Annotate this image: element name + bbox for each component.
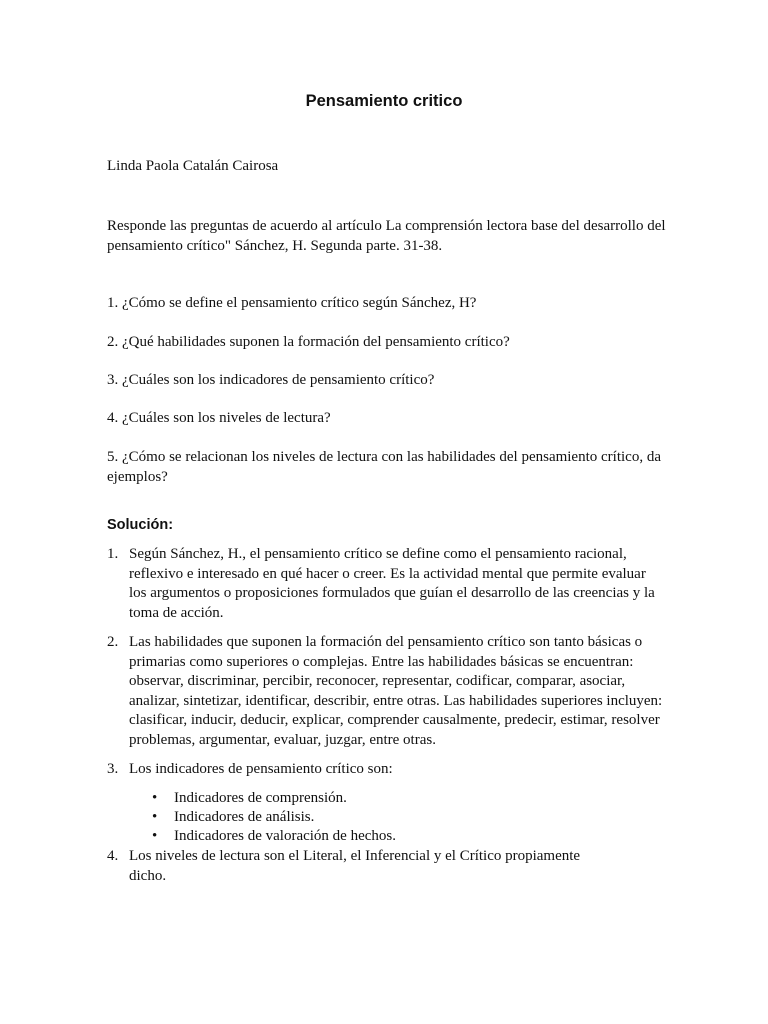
author-name: Linda Paola Catalán Cairosa <box>107 158 279 174</box>
answer-number: 3. <box>107 761 119 777</box>
bullet-icon: • <box>152 809 158 825</box>
document-title: Pensamiento critico <box>305 92 463 110</box>
question-item: 3. ¿Cuáles son los indicadores de pensamiento crítico? <box>107 372 435 388</box>
answer-item <box>107 760 667 780</box>
answer-number: 1. <box>107 546 119 562</box>
answer-text: Según Sánchez, H., el pensamiento crítico se define como el pensamiento racional, reflexivo e interesado en qué hacer o creer. Es la actividad mental que permite evaluar los argumentos o proposiciones formulados que guían el desarrollo de las creencias y la toma de acción. <box>129 546 655 621</box>
answer-text: Las habilidades que suponen la formación del pensamiento crítico son tanto básicas o primarias como superiores o complejas. Entre las habilidades básicas se encuentran: observar, discriminar, percibir, reconocer, representar, codificar, comparar, asociar, analizar, sintetizar, identificar, describir, entre otras. Las habilidades superiores incluyen: clasificar, inducir, deducir, explicar, comprender causalmente, predecir, estimar, resolver problemas, argumentar, evaluar, juzgar, entre otras. <box>129 634 663 748</box>
indicators-list <box>150 789 396 846</box>
answer-number: 4. <box>107 848 119 864</box>
bullet-icon: • <box>152 828 158 844</box>
question-item: 1. ¿Cómo se define el pensamiento crítico según Sánchez, H? <box>107 295 477 311</box>
answer-item <box>107 847 587 886</box>
answer-text: Los indicadores de pensamiento crítico son: <box>129 761 393 777</box>
list-item-text: Indicadores de comprensión. <box>174 790 347 806</box>
list-item-text: Indicadores de valoración de hechos. <box>174 828 396 844</box>
question-item: 2. ¿Qué habilidades suponen la formación del pensamiento crítico? <box>107 334 510 350</box>
list-item <box>150 789 396 808</box>
answer-item <box>107 545 667 623</box>
intro-paragraph: Responde las preguntas de acuerdo al artículo La comprensión lectora base del desarrollo del pensamiento crítico" Sánchez, H. Segunda parte. 31-38. <box>107 218 666 254</box>
question-item: 4. ¿Cuáles son los niveles de lectura? <box>107 410 331 426</box>
bullet-icon: • <box>152 790 158 806</box>
answer-number: 2. <box>107 634 119 650</box>
answer-item <box>107 633 667 751</box>
solution-heading: Solución: <box>107 517 174 533</box>
list-item-text: Indicadores de análisis. <box>174 809 315 825</box>
answer-text: Los niveles de lectura son el Literal, el Inferencial y el Crítico propiamente dicho. <box>129 848 581 884</box>
list-item <box>150 808 396 827</box>
question-item: 5. ¿Cómo se relacionan los niveles de lectura con las habilidades del pensamiento crítico, da ejemplos? <box>107 449 661 485</box>
list-item <box>150 827 396 846</box>
